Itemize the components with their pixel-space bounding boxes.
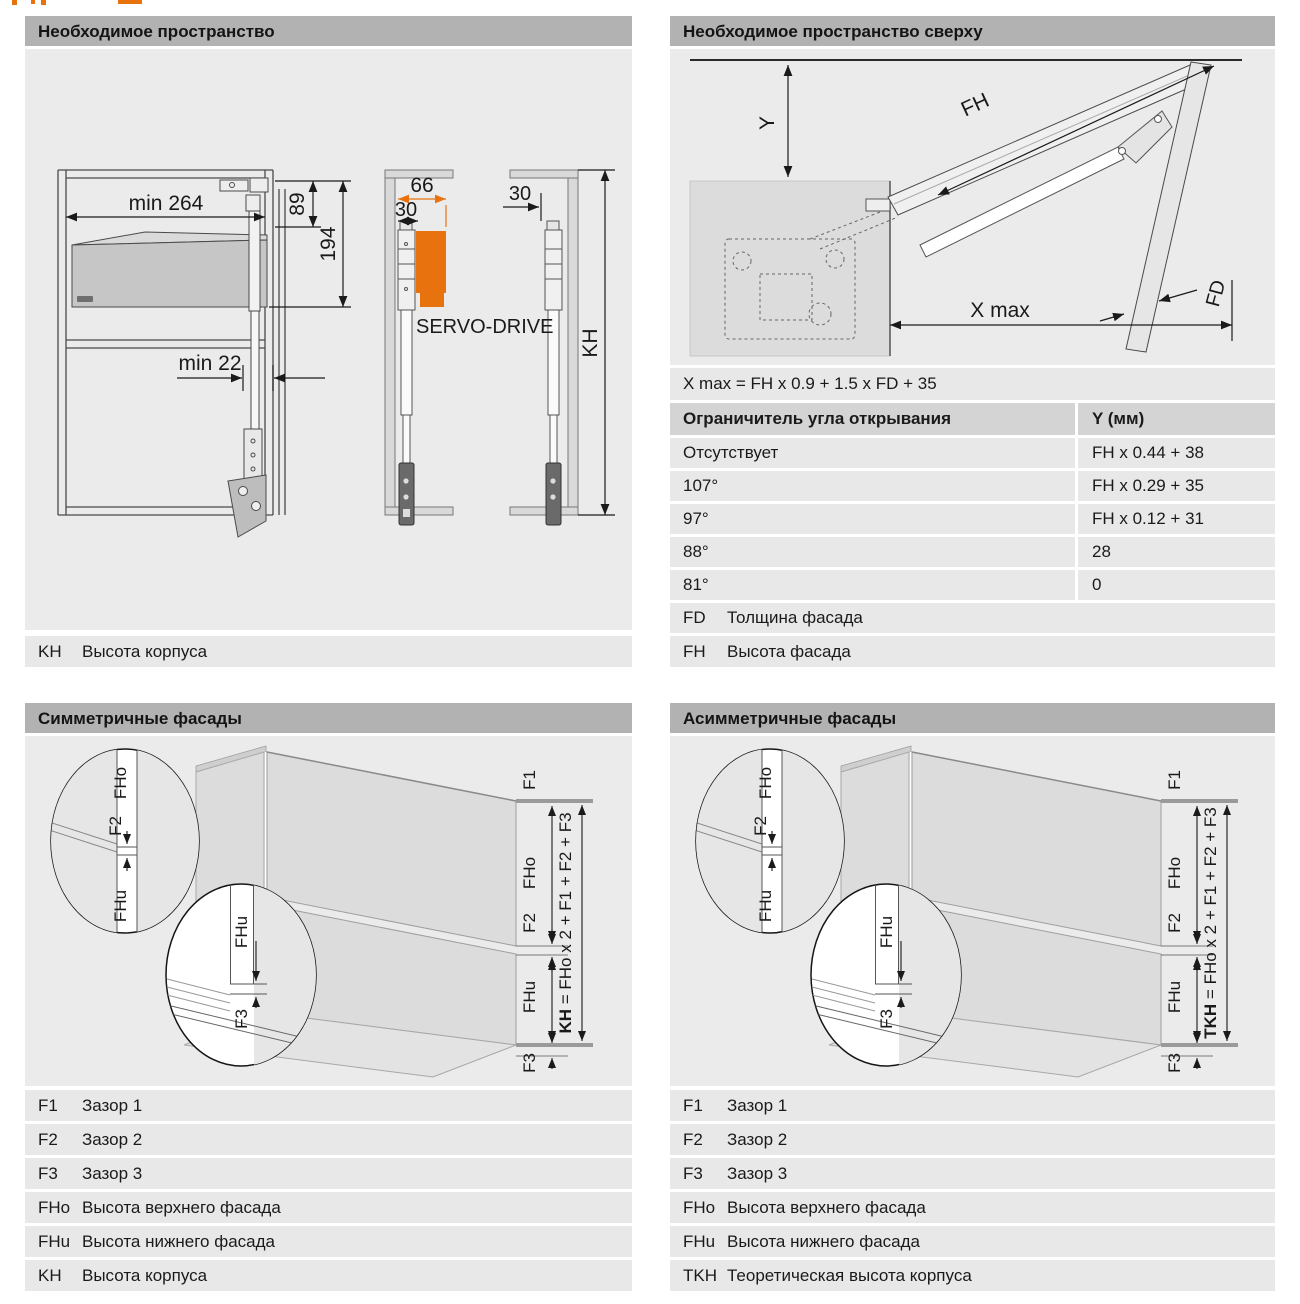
- pivot-point: [1119, 148, 1126, 155]
- legend-key: FH: [683, 641, 706, 661]
- legend-desc: Зазор 1: [727, 1095, 788, 1115]
- legend-row: [25, 1192, 632, 1223]
- dim-min264-label: min 264: [128, 192, 204, 215]
- dim-fh-label: FH: [957, 88, 993, 122]
- xmax-formula-row: [670, 368, 1275, 400]
- panel-symmetric-fronts: [25, 703, 632, 1291]
- symmetric-fronts-drawing-area: [25, 736, 632, 1086]
- asymmetric-fronts-drawing-area: [670, 736, 1275, 1086]
- legend-desc: Высота нижнего фасада: [82, 1231, 275, 1251]
- legend-row: [25, 1090, 632, 1121]
- legend-desc: Зазор 1: [82, 1095, 143, 1115]
- kh-formula-label: KH = FHo x 2 + F1 + F2 + F3: [556, 812, 575, 1034]
- lift-arm: [920, 147, 1124, 257]
- angle-cell: 107°: [670, 471, 1078, 501]
- page-top-cropped-text: [31, 0, 35, 4]
- legend-row: [25, 636, 632, 667]
- angle-table-row: [670, 471, 1275, 501]
- legend-row: [670, 1260, 1275, 1291]
- page-top-cropped-text: [12, 0, 17, 5]
- front-view-servo: [385, 170, 453, 525]
- dim-194-label: 194: [317, 226, 340, 262]
- legend-desc: Высота корпуса: [82, 641, 208, 661]
- legend-desc: Зазор 2: [727, 1129, 788, 1149]
- legend-desc: Высота фасада: [727, 641, 851, 661]
- legend-desc: Высота верхнего фасада: [82, 1197, 281, 1217]
- angle-table-col1-header: Ограничитель угла открывания: [670, 403, 1078, 435]
- legend-row: [670, 1226, 1275, 1257]
- angle-table-row: [670, 570, 1275, 600]
- legend-key: F1: [683, 1095, 703, 1115]
- dim-30-label: 30: [394, 199, 418, 221]
- legend-row: [670, 1090, 1275, 1121]
- servo-drive-label: SERVO-DRIVE: [416, 316, 554, 338]
- angle-cell: 88°: [670, 537, 1078, 567]
- angle-table-row: [670, 438, 1275, 468]
- tkh-formula-label: TKH = FHo x 2 + F1 + F2 + F3: [1201, 807, 1220, 1039]
- dim-30b-label: 30: [508, 183, 532, 205]
- servo-drive-unit: [416, 231, 446, 307]
- y-cell: FH x 0.12 + 31: [1092, 509, 1204, 528]
- legend-key: FHu: [38, 1231, 71, 1251]
- fronts-perspective-drawing: [670, 736, 1275, 1086]
- y-cell: 28: [1092, 542, 1111, 561]
- angle-table-header: [670, 403, 1275, 435]
- panel-required-space-title: Необходимое пространство: [25, 16, 632, 46]
- arm-linkage: [1118, 111, 1172, 163]
- legend-desc: Высота верхнего фасада: [727, 1197, 926, 1217]
- legend-desc: Высота нижнего фасада: [727, 1231, 920, 1251]
- cabinet-section-drawing: [25, 49, 630, 630]
- fronts-perspective-drawing: [25, 736, 630, 1086]
- panel-required-space-above: [670, 16, 1275, 667]
- panel-required-space: [25, 16, 632, 667]
- legend-key: KH: [38, 641, 62, 661]
- page-top-cropped-text: [118, 0, 142, 4]
- dim-xmax-label: X max: [970, 299, 1030, 322]
- space-above-drawing-area: [670, 49, 1275, 365]
- front-view-plain: [510, 170, 578, 525]
- y-cell: FH x 0.44 + 38: [1092, 443, 1204, 462]
- blum-logo-mark: [77, 296, 93, 302]
- dim-kh-label: KH: [579, 328, 602, 358]
- mount-bracket: [866, 199, 890, 211]
- legend-row: [670, 1124, 1275, 1155]
- legend-row: [25, 1124, 632, 1155]
- legend-row: [25, 1226, 632, 1257]
- angle-cell: 81°: [670, 570, 1078, 600]
- dim-y-label: Y: [756, 115, 779, 131]
- legend-row: [670, 1192, 1275, 1223]
- legend-desc: Зазор 3: [82, 1163, 143, 1183]
- cabinet-body: [690, 181, 890, 356]
- legend-key: F1: [38, 1095, 58, 1115]
- legend-key: FHu: [683, 1231, 716, 1251]
- legend-row: [25, 1260, 632, 1291]
- legend-key: F2: [683, 1129, 703, 1149]
- page-top-cropped-text: [41, 0, 46, 5]
- y-cell: 0: [1092, 575, 1102, 594]
- legend-desc: Теоретическая высота корпуса: [727, 1265, 972, 1285]
- angle-table-row: [670, 537, 1275, 567]
- dim-89-label: 89: [286, 192, 309, 216]
- legend-key: KH: [38, 1265, 62, 1285]
- legend-key: FD: [683, 608, 706, 627]
- angle-table-col2-header: Y (мм): [1092, 409, 1145, 428]
- xmax-formula: X max = FH x 0.9 + 1.5 x FD + 35: [683, 374, 937, 393]
- legend-key: FHo: [683, 1197, 716, 1217]
- legend-desc: Зазор 3: [727, 1163, 788, 1183]
- open-flap-side-drawing: [670, 49, 1275, 365]
- legend-row: [670, 1158, 1275, 1189]
- pivot-point: [1155, 116, 1162, 123]
- panel-asymmetric-fronts-title: Асимметричные фасады: [670, 703, 1275, 733]
- legend-key: FHo: [38, 1197, 71, 1217]
- legend-key: F2: [38, 1129, 58, 1149]
- legend-key: TKH: [683, 1265, 717, 1285]
- y-cell: FH x 0.29 + 35: [1092, 476, 1204, 495]
- legend-desc: Толщина фасада: [727, 608, 863, 627]
- legend-row: [670, 636, 1275, 667]
- legend-desc: Зазор 2: [82, 1129, 143, 1149]
- panel-symmetric-fronts-title: Симметричные фасады: [25, 703, 632, 733]
- dim-66-label: 66: [410, 174, 434, 197]
- legend-key: F3: [38, 1163, 58, 1183]
- hinge-assembly: [220, 178, 268, 192]
- legend-row: [25, 1158, 632, 1189]
- legend-desc: Высота корпуса: [82, 1265, 208, 1285]
- angle-table-row: [670, 504, 1275, 534]
- legend-row: [670, 603, 1275, 633]
- required-space-drawing-area: [25, 49, 632, 630]
- dim-fd-label: FD: [1202, 277, 1231, 310]
- angle-cell: Отсутствует: [670, 438, 1078, 468]
- dim-min22-label: min 22: [178, 352, 242, 375]
- panel-asymmetric-fronts: [670, 703, 1275, 1291]
- flap-panel: [72, 240, 267, 307]
- angle-cell: 97°: [670, 504, 1078, 534]
- legend-key: F3: [683, 1163, 703, 1183]
- panel-required-space-above-title: Необходимое пространство сверху: [670, 16, 1275, 46]
